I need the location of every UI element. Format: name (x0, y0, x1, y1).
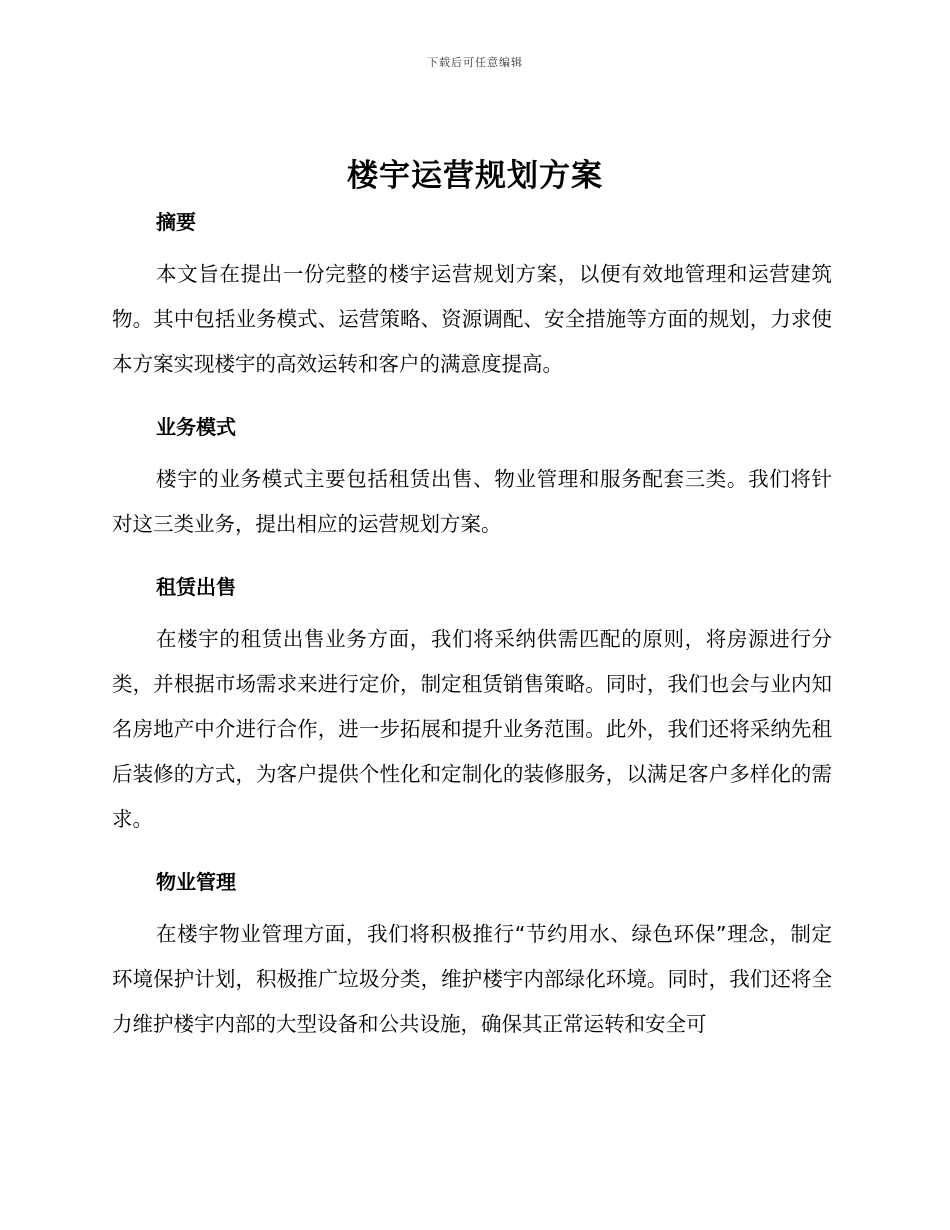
section-paragraph-abstract: 本文旨在提出一份完整的楼宇运营规划方案，以便有效地管理和运营建筑物。其中包括业务模式、运营策略、资源调配、安全措施等方面的规划，力求使本方案实现楼宇的高效运转和客户的满意度提高。 (112, 262, 832, 376)
section-heading-property-management: 物业管理 (156, 870, 236, 894)
section-heading-abstract: 摘要 (156, 210, 196, 234)
section-paragraph-leasing-sales: 在楼宇的租赁出售业务方面，我们将采纳供需匹配的原则，将房源进行分类，并根据市场需求来进行定价，制定租赁销售策略。同时，我们也会与业内知名房地产中介进行合作，进一步拓展和提升业务范围。此外，我们还将采纳先租后装修的方式，为客户提供个性化和定制化的装修服务，以满足客户多样化的需求。 (112, 627, 832, 831)
section-paragraph-business-model: 楼宇的业务模式主要包括租赁出售、物业管理和服务配套三类。我们将针对这三类业务，提出相应的运营规划方案。 (112, 467, 832, 536)
page-header-note: 下载后可任意编辑 (427, 56, 523, 69)
section-heading-leasing-sales: 租赁出售 (156, 575, 236, 599)
document-title: 楼宇运营规划方案 (347, 158, 603, 194)
document-body (112, 204, 832, 1069)
section-paragraph-property-management: 在楼宇物业管理方面，我们将积极推行“节约用水、绿色环保”理念，制定环境保护计划，积极推广垃圾分类，维护楼宇内部绿化环境。同时，我们还将全力维护楼宇内部的大型设备和公共设施，确保其正常运转和安全可 (112, 922, 832, 1036)
section-heading-business-model: 业务模式 (156, 415, 236, 439)
